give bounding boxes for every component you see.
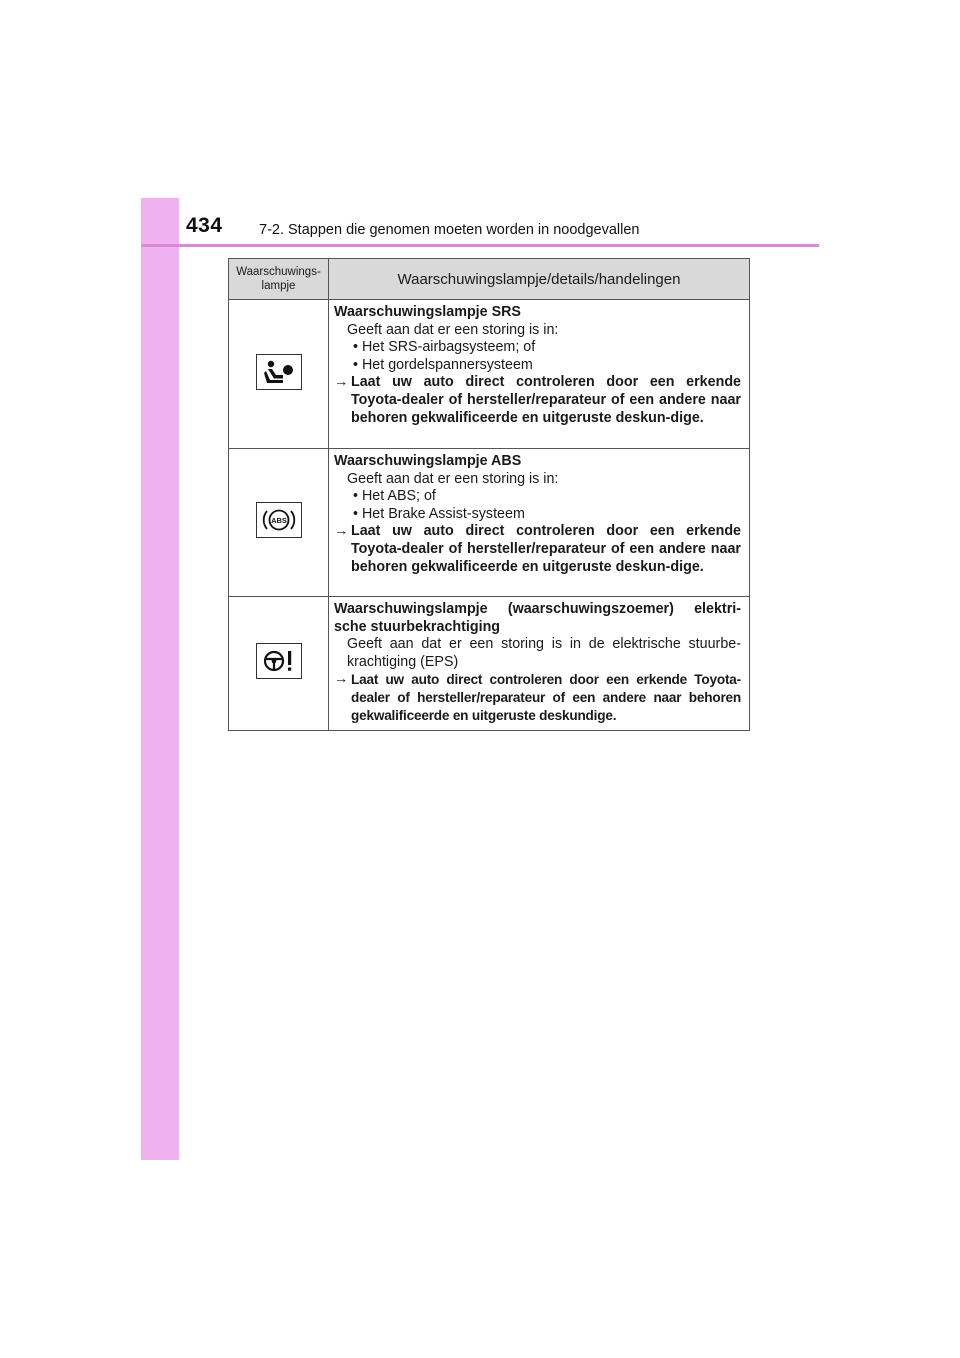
icon-cell — [229, 597, 329, 731]
detail-cell — [329, 449, 750, 597]
action-text: Laat uw auto direct controleren door een erkende Toyota-dealer of hersteller/reparateur of een andere naar behoren gekwalificeerde en uitgeruste deskun-dige. — [351, 374, 741, 426]
abs-warning-icon — [256, 502, 302, 538]
icon-cell — [229, 300, 329, 449]
list-item: • Het Brake Assist-systeem — [353, 505, 525, 522]
arrow-icon: → — [334, 374, 349, 391]
detail-cell — [329, 300, 750, 449]
list-item: • Het gordelspannersysteem — [353, 356, 533, 373]
list-item: • Het ABS; of — [353, 488, 436, 505]
column-header-lamp — [229, 259, 329, 300]
action-instruction — [334, 671, 741, 724]
power-steering-warning-icon — [256, 643, 302, 679]
page-number: 434 — [186, 214, 223, 237]
list-item: • Het SRS-airbagsysteem; of — [353, 339, 536, 356]
airbag-warning-icon — [256, 354, 302, 390]
icon-cell — [229, 449, 329, 597]
table-row — [229, 300, 750, 449]
abs-icon-text: ABS — [270, 515, 287, 525]
column-header-detail — [329, 259, 750, 300]
warning-title: Waarschuwingslampje ABS — [334, 453, 522, 469]
column-header-detail-label: Waarschuwingslampje/details/handelingen — [397, 270, 681, 288]
warning-title: Waarschuwingslampje (waarschuwingszoemer) elektri-sche stuurbekrachtiging — [334, 601, 741, 635]
table-header-row — [229, 259, 750, 300]
warning-description: Geeft aan dat er een storing is in: — [347, 470, 559, 487]
table-row — [229, 597, 750, 731]
warning-description: Geeft aan dat er een storing is in: — [347, 321, 559, 338]
section-title: 7-2. Stappen die genomen moeten worden in noodgevallen — [259, 222, 640, 238]
warning-description: Geeft aan dat er een storing is in de elektrische stuurbe-krachtiging (EPS) — [347, 636, 741, 670]
action-text: Laat uw auto direct controleren door een erkende Toyota-dealer of hersteller/reparateur of een andere naar behoren gekwalificeerde en uitgeruste deskundige. — [351, 672, 741, 723]
table-row — [229, 449, 750, 597]
action-text: Laat uw auto direct controleren door een erkende Toyota-dealer of hersteller/reparateur of een andere naar behoren gekwalificeerde en uitgeruste deskun-dige. — [351, 523, 741, 575]
action-instruction — [334, 523, 741, 576]
action-instruction — [334, 374, 741, 427]
header-rule — [141, 244, 819, 247]
arrow-icon: → — [334, 523, 349, 540]
detail-cell — [329, 597, 750, 731]
column-header-lamp-label: Waarschuwings- lampje — [236, 266, 321, 292]
warning-title: Waarschuwingslampje SRS — [334, 304, 521, 320]
side-tab-band — [141, 198, 179, 1160]
arrow-icon: → — [334, 671, 349, 688]
warning-lights-table — [228, 258, 750, 731]
